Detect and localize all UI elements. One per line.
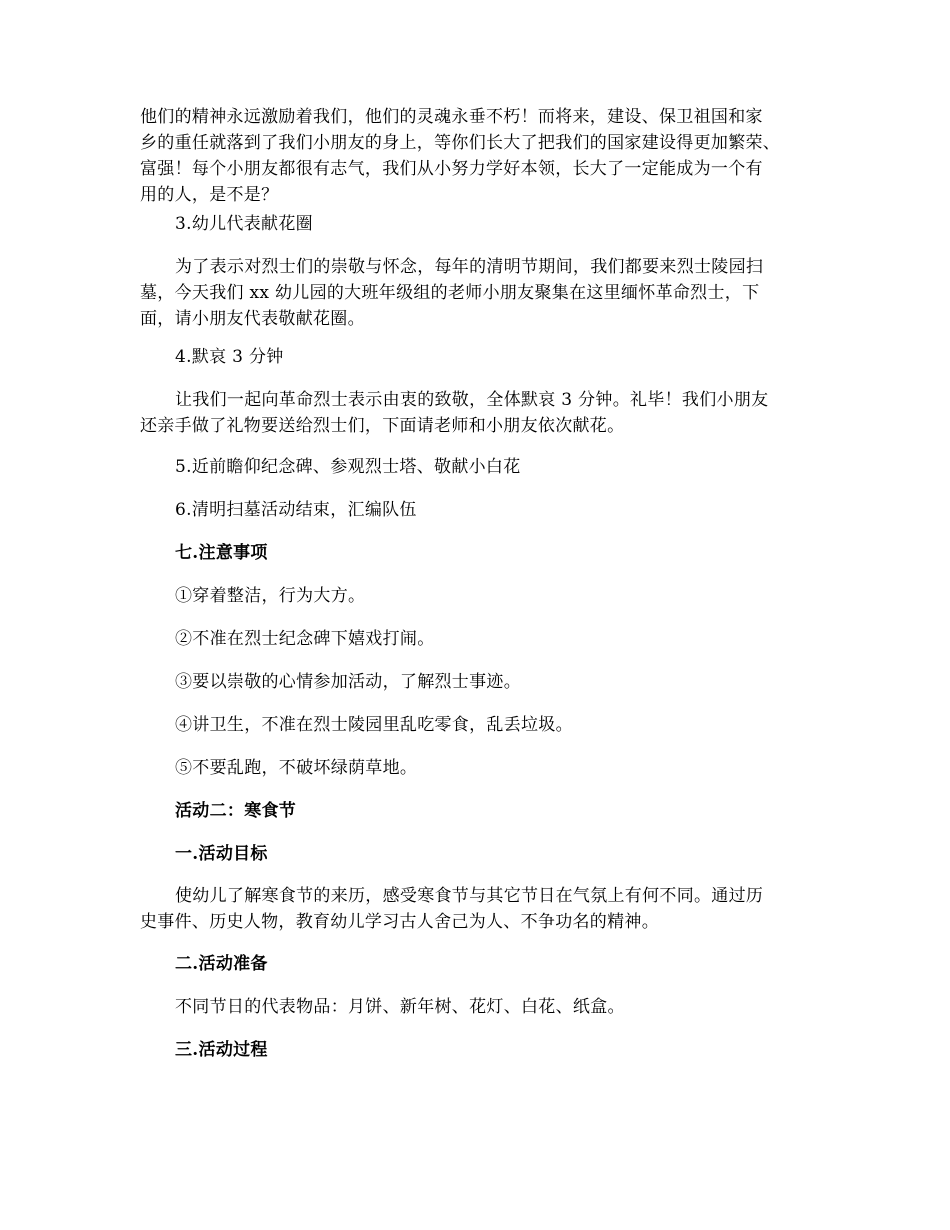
step-heading-6: 6.清明扫墓活动结束，汇编队伍 xyxy=(175,500,417,520)
section-heading-notes: 七.注意事项 xyxy=(175,543,268,563)
note-item-2: ②不准在烈士纪念碑下嬉戏打闹。 xyxy=(175,629,435,649)
section-heading-preparation: 二.活动准备 xyxy=(175,954,268,974)
text-line: 为了表示对烈士们的崇敬与怀念，每年的清明节期间，我们都要来烈士陵园扫 xyxy=(175,257,764,277)
text-line: 乡的重任就落到了我们小朋友的身上，等你们长大了把我们的国家建设得更加繁荣、 xyxy=(140,133,781,153)
activity-heading: 活动二：寒食节 xyxy=(175,801,297,821)
paragraph-silence xyxy=(140,387,812,439)
note-item-1: ①穿着整洁，行为大方。 xyxy=(175,586,366,606)
text-line: 史事件、历史人物，教育幼儿学习古人舍己为人、不争功名的精神。 xyxy=(140,912,659,932)
note-item-5: ⑤不要乱跑，不破坏绿荫草地。 xyxy=(175,758,418,778)
text-line: 使幼儿了解寒食节的来历，感受寒食节与其它节日在气氛上有何不同。通过历 xyxy=(175,886,764,906)
paragraph-preparation: 不同节日的代表物品：月饼、新年树、花灯、白花、纸盒。 xyxy=(175,997,625,1017)
paragraph-wreath xyxy=(140,254,812,332)
text-line: 面，请小朋友代表敬献花圈。 xyxy=(140,309,365,329)
text-line: 富强！每个小朋友都很有志气，我们从小努力学好本领，长大了一定能成为一个有 xyxy=(140,159,763,179)
step-heading-3: 3.幼儿代表献花圈 xyxy=(175,214,313,234)
note-item-3: ③要以崇敬的心情参加活动，了解烈士事迹。 xyxy=(175,672,521,692)
step-heading-4: 4.默哀 3 分钟 xyxy=(175,347,284,367)
text-line: 用的人，是不是？ xyxy=(140,185,279,205)
section-heading-goals: 一.活动目标 xyxy=(175,844,268,864)
paragraph-goals xyxy=(140,883,812,935)
text-line: 还亲手做了礼物要送给烈士们，下面请老师和小朋友依次献花。 xyxy=(140,416,625,436)
note-item-4: ④讲卫生，不准在烈士陵园里乱吃零食，乱丢垃圾。 xyxy=(175,715,573,735)
text-line: 墓，今天我们 xx 幼儿园的大班年级组的老师小朋友聚集在这里缅怀革命烈士，下 xyxy=(140,283,760,303)
text-line: 让我们一起向革命烈士表示由衷的致敬，全体默哀 3 分钟。礼毕！我们小朋友 xyxy=(175,390,769,410)
section-heading-process: 三.活动过程 xyxy=(175,1040,268,1060)
paragraph-martyr-spirit xyxy=(140,104,812,208)
step-heading-5: 5.近前瞻仰纪念碑、参观烈士塔、敬献小白花 xyxy=(175,457,521,477)
text-line: 他们的精神永远激励着我们，他们的灵魂永垂不朽！而将来，建设、保卫祖国和家 xyxy=(140,107,763,127)
